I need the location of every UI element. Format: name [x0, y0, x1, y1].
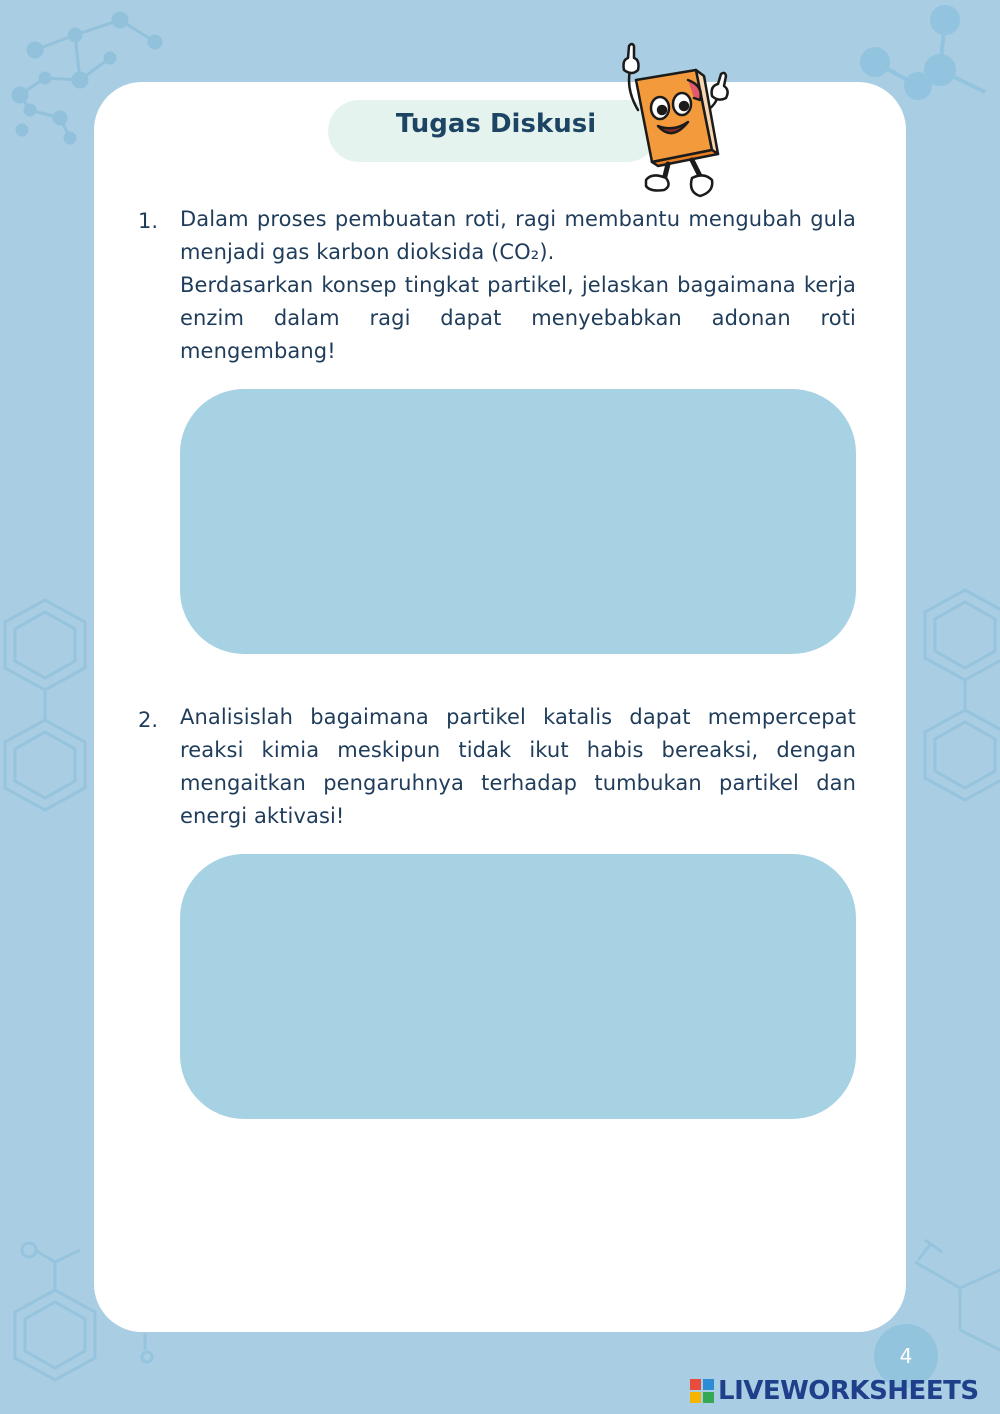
- answer-field-1[interactable]: [180, 389, 856, 654]
- question-paragraph: Analisislah bagaimana partikel katalis dapat mempercepat reaksi kimia meskipun tidak ikut habis bereaksi, dengan mengaitkan pengaruhnya terhadap tumbukan partikel dan energi aktivasi!: [180, 705, 856, 828]
- book-mascot-icon: [608, 40, 738, 205]
- question-number: 2.: [138, 708, 159, 732]
- question-paragraph: Berdasarkan konsep tingkat partikel, jelaskan bagaimana kerja enzim dalam ragi dapat menyebabkan adonan roti mengembang!: [180, 273, 856, 363]
- question-text: [180, 203, 856, 368]
- question-paragraph: Dalam proses pembuatan roti, ragi membantu mengubah gula menjadi gas karbon dioksida (CO₂).: [180, 207, 856, 264]
- page-number: 4: [899, 1344, 913, 1368]
- page-title: Tugas Diskusi: [395, 109, 597, 139]
- question-text: [180, 701, 856, 833]
- answer-field-2[interactable]: [180, 854, 856, 1119]
- liveworksheets-logo: [690, 1376, 990, 1406]
- question-number: 1.: [138, 209, 159, 233]
- liveworksheets-brand: LIVEWORKSHEETS: [718, 1376, 979, 1406]
- liveworksheets-grid-icon: [690, 1379, 714, 1403]
